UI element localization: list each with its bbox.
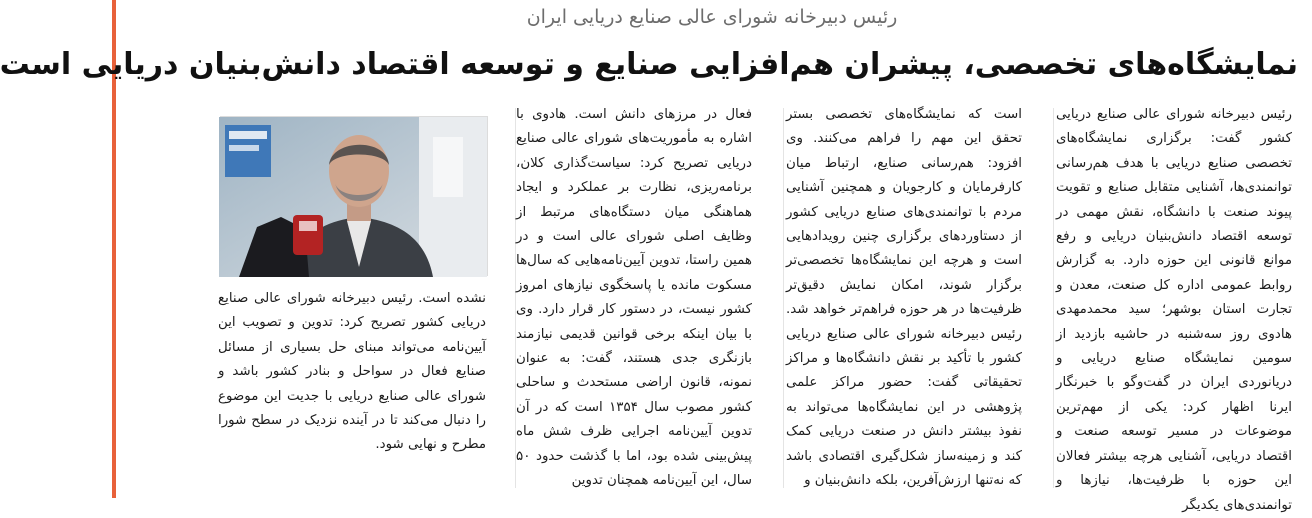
speaker-portrait-image xyxy=(219,117,487,277)
column-text: رئیس دبیرخانه شورای عالی صنایع دریایی کشور گفت: برگزاری نمایشگاه‌های تخصصی صنایع دریایی با هدف هم‌رسانی توانمندی‌ها، آشنایی متقابل صنایع و تقویت پیوند صنعت با دانشگاه، نقش مهمی در توسعه اقتصاد دانش‌بنیان دریایی و رفع موانع قانونی این حوزه دارد. به گزارش روابط عمومی اداره کل صنعت، معدن و تجارت استان بوشهر؛ سید محمدمهدی هادوی روز سه‌شنبه در حاشیه بازدید از سومین نمایشگاه صنایع دریایی و دریانوردی ایران در گفت‌وگو با خبرنگار ایرنا اظهار کرد: یکی از مهم‌ترین موضوعات در مسیر توسعه صنعت و اقتصاد دریایی، آشنایی هرچه بیشتر فعالان این حوزه با ظرفیت‌ها، نیازها و توانمندی‌های یکدیگر xyxy=(1056,107,1292,513)
article-kicker: رئیس دبیرخانه شورای عالی صنایع دریایی ایران xyxy=(526,6,898,28)
article-column-4 xyxy=(218,103,486,493)
article-body xyxy=(130,103,1292,513)
column-text: فعال در مرزهای دانش است. هادوی با اشاره به مأموریت‌های شورای عالی صنایع دریایی تصریح کرد: سیاست‌گذاری کلان، برنامه‌ریزی، نظارت بر عملکرد و ایجاد هماهنگی میان دستگاه‌های مرتبط از وظایف اصلی شورای عالی است و در همین راستا، تدوین آیین‌نامه‌هایی که سال‌ها مسکوت مانده یا پاسخگوی نیازهای امروز کشور نیست، در دستور کار قرار دارد. وی با بیان اینکه برخی قوانین قدیمی نیازمند بازنگری جدی هستند، گفت: به عنوان نمونه، قانون اراضی مستحدث و ساحلی کشور مصوب سال ۱۳۵۴ است که در آن تدوین آیین‌نامه اجرایی ظرف شش ماه پیش‌بینی شده بود، اما با گذشت حدود ۵۰ سال، این آیین‌نامه همچنان تدوین xyxy=(516,107,753,489)
article-photo xyxy=(220,116,488,276)
article-column-2 xyxy=(786,103,1022,493)
article-column-3 xyxy=(516,103,752,493)
article-column-1 xyxy=(1056,103,1292,513)
article-headline: نمایشگاه‌های تخصصی، پیشران هم‌افزایی صنایع و توسعه اقتصاد دانش‌بنیان دریایی است xyxy=(0,47,1298,82)
column-text: است که نمایشگاه‌های تخصصی بستر تحقق این مهم را فراهم می‌کنند. وی افزود: هم‌رسانی صنایع، ارتباط میان کارفرمایان و کارجویان و همچنین آشنایی مردم با توانمندی‌های صنایع دریایی کشور از دستاوردهای برگزاری چنین رویدادهایی است و هرچه این نمایشگاه‌ها تخصصی‌تر برگزار شوند، امکان نمایش دقیق‌تر ظرفیت‌ها در هر حوزه فراهم‌تر خواهد شد. رئیس دبیرخانه شورای عالی صنایع دریایی کشور با تأکید بر نقش دانشگاه‌ها و مراکز تحقیقاتی گفت: حضور مراکز علمی پژوهشی در این نمایشگاه‌ها می‌تواند به نفوذ بیشتر دانش در صنعت دریایی کمک کند و زمینه‌ساز شکل‌گیری اقتصادی باشد که نه‌تنها ارزش‌آفرین، بلکه دانش‌بنیان و xyxy=(786,107,1022,489)
column-text: نشده است. رئیس دبیرخانه شورای عالی صنایع دریایی کشور تصریح کرد: تدوین و تصویب این آیین‌نامه می‌تواند مبنای حل بسیاری از مسائل صنایع فعال در سواحل و بنادر کشور باشد و شورای عالی صنایع دریایی با جدیت این موضوع را دنبال می‌کند تا در آینده نزدیک در سطح شورا مطرح و نهایی شود. xyxy=(218,291,486,453)
column-text-block xyxy=(218,287,486,458)
